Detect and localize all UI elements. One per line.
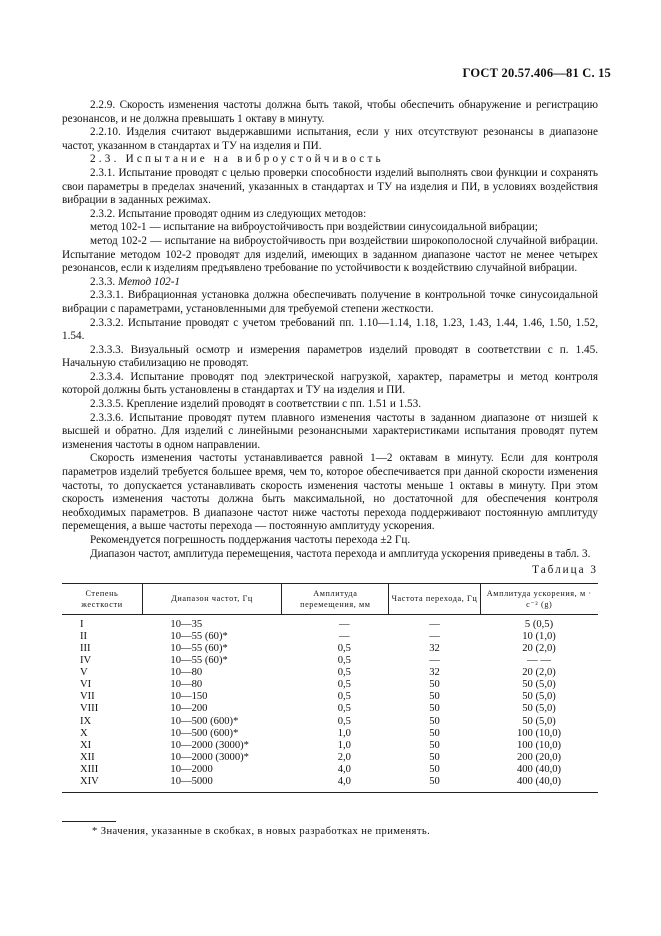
cell-crossover: 50: [429, 727, 440, 739]
cell-crossover: 50: [429, 739, 440, 751]
cell-acceleration: 50 (5,0): [522, 691, 556, 703]
cell-severity: II: [80, 630, 88, 642]
document-body: [62, 99, 598, 793]
table-row: [62, 728, 598, 740]
cell-acceleration: — —: [527, 655, 551, 667]
cell-severity: III: [80, 642, 91, 654]
cell-frequency-range: 10—55 (60)*: [170, 642, 228, 654]
column-header-crossover: Частота перехода, Гц: [389, 583, 480, 614]
table-row: [62, 776, 598, 793]
paragraph-method-102-1: метод 102-1 — испытание на виброустойчивость при воздействии синусоидальной вибрации;: [90, 221, 538, 234]
paragraph-2-3-3-2: 2.3.3.2. Испытание проводят с учетом требований пп. 1.10—1.14, 1.18, 1.23, 1.43, 1.44, 1.46, 1.50, 1.52, 1.54.: [62, 316, 598, 343]
table-title: Таблица 3: [532, 564, 598, 577]
table-row: [62, 703, 598, 715]
method-title: Метод 102-1: [117, 275, 181, 288]
cell-severity: XIV: [80, 776, 99, 787]
cell-displacement: —: [339, 618, 350, 630]
column-header-acceleration: Амплитуда ускорения, м · с⁻² (g): [480, 583, 598, 614]
paragraph-2-3-3-6: 2.3.3.6. Испытание проводят путем плавного изменения частоты в заданном диапазоне от низшей к высшей и обратно. Для изделий с линейными резонансными характеристиками испытания проводят путем изменения частоты в одном направлении.: [62, 411, 598, 451]
paragraph-2-3-3-3: 2.3.3.3. Визуальный осмотр и измерения параметров изделий проводят в соответствии с п. 1.45. Начальную стабилизацию не проводят.: [62, 343, 598, 370]
cell-acceleration: 400 (40,0): [516, 763, 562, 775]
table-row: [62, 679, 598, 691]
cell-severity: XIII: [80, 763, 99, 775]
cell-crossover: 50: [429, 715, 440, 727]
cell-severity: VII: [80, 691, 95, 703]
section-heading-2-3: 2.3. Испытание на виброустойчивость: [90, 153, 384, 166]
cell-displacement: 0,5: [337, 642, 351, 654]
table-row: [62, 655, 598, 667]
cell-severity: VI: [80, 679, 92, 691]
cell-severity: I: [80, 618, 84, 630]
cell-severity: XII: [80, 751, 95, 763]
cell-crossover: —: [429, 655, 440, 667]
section-number: 2.3.3.: [90, 275, 116, 288]
cell-displacement: 0,5: [337, 667, 351, 679]
table-body: [62, 614, 598, 792]
paragraph-2-3-3: [62, 276, 598, 290]
paragraph-2-2-10: 2.2.10. Изделия считают выдержавшими испытания, если у них отсутствуют резонансы в диапазоне частот, указанном в стандартах и ТУ на изделия и ПИ.: [62, 126, 598, 152]
cell-displacement: 0,5: [337, 703, 351, 715]
cell-acceleration: 50 (5,0): [522, 715, 556, 727]
paragraph-2-2-9: 2.2.9. Скорость изменения частоты должна быть такой, чтобы обеспечить обнаружение и регистрацию резонансов, и не должна превышать 1 октаву в минуту.: [62, 99, 598, 125]
cell-frequency-range: 10—2000 (3000)*: [170, 739, 249, 751]
cell-severity: VIII: [80, 703, 99, 715]
cell-acceleration: 50 (5,0): [522, 679, 556, 691]
severity-table: [62, 583, 598, 793]
cell-displacement: 0,5: [337, 715, 351, 727]
cell-acceleration: 50 (5,0): [522, 703, 556, 715]
cell-acceleration: 100 (10,0): [516, 739, 562, 751]
table-row: [62, 752, 598, 764]
paragraph-2-3-3-5: 2.3.3.5. Крепление изделий проводят в соответствии с пп. 1.51 и 1.53.: [90, 398, 421, 411]
paragraph-2-3-3-4: 2.3.3.4. Испытание проводят под электрической нагрузкой, характер, параметры и метод контроля которой должны быть установлены в стандартах и ТУ на изделия и ПИ.: [62, 370, 598, 397]
table-row: [62, 764, 598, 776]
cell-crossover: 50: [429, 776, 440, 787]
cell-severity: X: [80, 727, 88, 739]
cell-acceleration: 200 (20,0): [516, 751, 562, 763]
cell-frequency-range: 10—5000: [170, 776, 213, 787]
cell-frequency-range: 10—80: [170, 667, 203, 679]
paragraph-2-3-3-1: 2.3.3.1. Вибрационная установка должна обеспечивать получение в контрольной точке синусоидальной вибрации с параметрами, установленными для требуемой степени жесткости.: [62, 289, 598, 315]
cell-frequency-range: 10—80: [170, 679, 203, 691]
cell-severity: IX: [80, 715, 92, 727]
column-header-displacement: Амплитуда перемещения, мм: [282, 583, 389, 614]
cell-frequency-range: 10—200: [170, 703, 208, 715]
footnote: * Значения, указанные в скобках, в новых разработках не применять.: [92, 826, 431, 837]
cell-acceleration: 5 (0,5): [524, 618, 554, 630]
cell-acceleration: 10 (1,0): [522, 630, 556, 642]
cell-crossover: —: [429, 618, 440, 630]
cell-crossover: —: [429, 630, 440, 642]
table-row: [62, 691, 598, 703]
column-header-severity: Степень жесткости: [62, 583, 142, 614]
paragraph-sweep-rate: Скорость изменения частоты устанавливается равной 1—2 октавам в минуту. Если для контроля параметров изделий требуется большее время, чем то, которое обеспечивается при данной скорости изменения частоты, то допускается устанавливать скорость изменения частоты меньше 1 октавы в минуту. При этом скорость изменения частоты должна быть максимальной, но достаточной для обеспечения контроля необходимых параметров. В диапазоне частот ниже частоты перехода поддерживают постоянную амплитуду перемещения, а выше частоты перехода — постоянную амплитуду ускорения.: [62, 452, 598, 533]
paragraph-2-3-2: 2.3.2. Испытание проводят одним из следующих методов:: [90, 207, 367, 220]
table-row: [62, 643, 598, 655]
paragraph-table-ref: Диапазон частот, амплитуда перемещения, частота перехода и амплитуда ускорения приведены в табл. 3.: [90, 547, 591, 560]
cell-displacement: 4,0: [337, 763, 351, 775]
cell-frequency-range: 10—55 (60)*: [170, 630, 228, 642]
cell-crossover: 32: [429, 642, 440, 654]
cell-frequency-range: 10—55 (60)*: [170, 655, 228, 667]
cell-severity: IV: [80, 655, 92, 667]
cell-displacement: 2,0: [337, 751, 351, 763]
cell-frequency-range: 10—2000 (3000)*: [170, 751, 249, 763]
footnote-divider: [62, 821, 116, 822]
cell-frequency-range: 10—2000: [170, 763, 213, 775]
table-row: [62, 614, 598, 631]
cell-displacement: 1,0: [337, 727, 351, 739]
paragraph-accuracy: Рекомендуется погрешность поддержания частоты перехода ±2 Гц.: [90, 534, 411, 546]
cell-crossover: 50: [429, 703, 440, 715]
cell-severity: XI: [80, 739, 92, 751]
cell-acceleration: 20 (2,0): [522, 667, 556, 679]
cell-frequency-range: 10—150: [170, 691, 208, 703]
page-header: ГОСТ 20.57.406—81 С. 15: [462, 66, 611, 80]
cell-acceleration: 100 (10,0): [516, 727, 562, 739]
cell-crossover: 50: [429, 763, 440, 775]
paragraph-method-102-2: метод 102-2 — испытание на виброустойчивость при воздействии широкополосной случайной вибрации. Испытание методом 102-2 проводят для изделий, имеющих в заданном диапазоне частот не менее четырех резонансов, если к изделиям предъявлено требование по устойчивости к воздействию случайной вибрации.: [62, 234, 598, 275]
cell-frequency-range: 10—500 (600)*: [170, 727, 239, 739]
cell-displacement: 0,5: [337, 679, 351, 691]
cell-displacement: 0,5: [337, 691, 351, 703]
cell-crossover: 50: [429, 691, 440, 703]
cell-frequency-range: 10—35: [170, 618, 203, 630]
cell-crossover: 50: [429, 679, 440, 691]
cell-displacement: 1,0: [337, 739, 351, 751]
table-row: [62, 667, 598, 679]
cell-frequency-range: 10—500 (600)*: [170, 715, 239, 727]
cell-displacement: —: [339, 630, 350, 642]
cell-acceleration: 400 (40,0): [516, 776, 562, 787]
cell-crossover: 32: [429, 667, 440, 679]
table-row: [62, 716, 598, 728]
cell-severity: V: [80, 667, 88, 679]
table-row: [62, 740, 598, 752]
table-row: [62, 631, 598, 643]
paragraph-2-3-1: 2.3.1. Испытание проводят с целью проверки способности изделий выполнять свои функции и сохранять свои параметры в пределах значений, указанных в стандартах и ТУ на изделия и ПИ, в условиях воздействия вибрации в заданных режимах.: [62, 166, 598, 207]
cell-crossover: 50: [429, 751, 440, 763]
cell-acceleration: 20 (2,0): [522, 642, 556, 654]
cell-displacement: 4,0: [337, 776, 351, 787]
column-header-frequency-range: Диапазон частот, Гц: [142, 583, 281, 614]
table-header-row: [62, 583, 598, 614]
cell-displacement: 0,5: [337, 655, 351, 667]
